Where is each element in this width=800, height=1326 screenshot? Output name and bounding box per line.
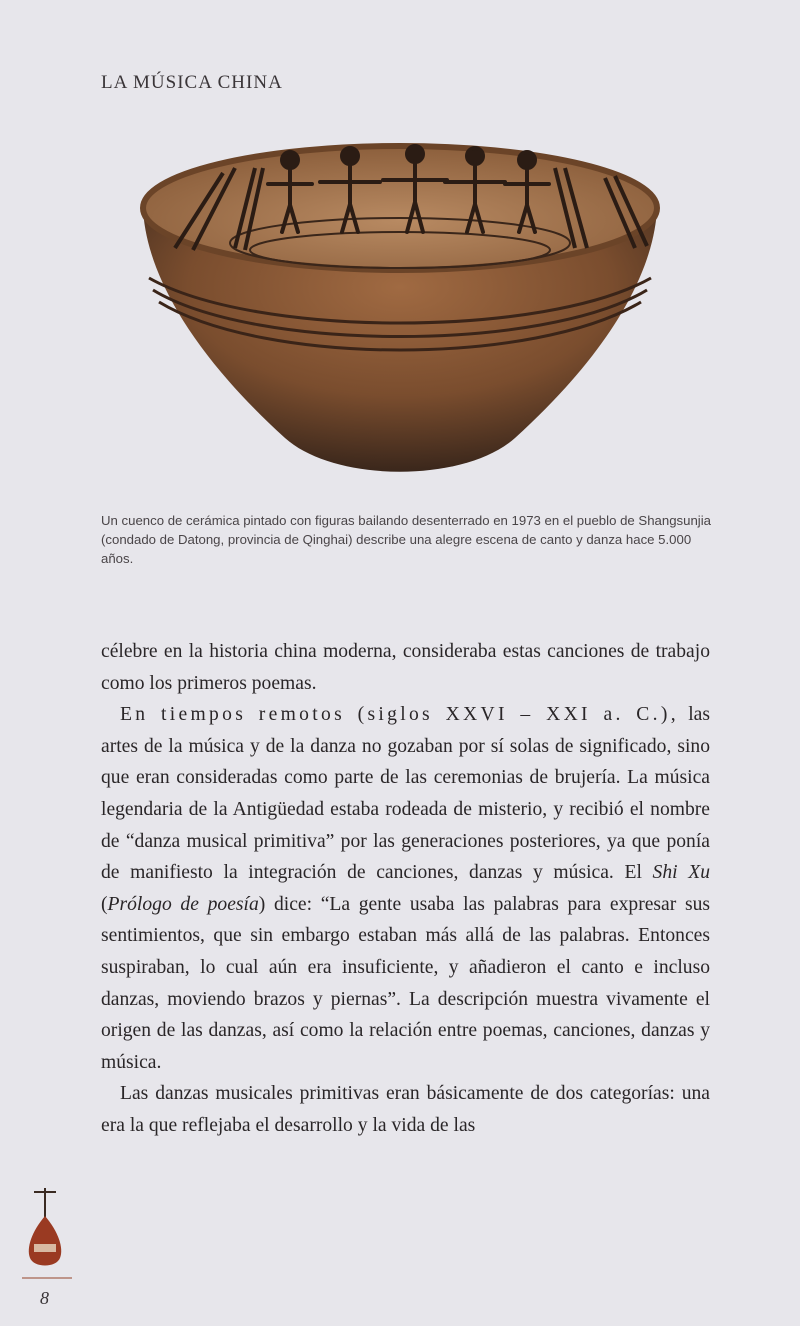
book-title-translation: Prólogo de poesía: [107, 893, 259, 915]
pipa-ornament-icon: [22, 1186, 72, 1280]
paragraph-2: [101, 699, 710, 1078]
running-header: LA MÚSICA CHINA: [101, 72, 283, 93]
paragraph-2-body: las artes de la música y de la danza no gozaban por sí solas de significado, sino que eran consideradas como parte de las ceremonias de brujería. La música legendaria de la Antigüedad estaba rodeada de misterio, y recibió el nombre de “danza musical primitiva” por las generaciones posteriores, ya que ponía de manifiesto la integración de canciones, danzas y música. El: [101, 704, 710, 884]
page-number: 8: [40, 1288, 49, 1308]
pottery-bowl-image: [135, 138, 665, 488]
paragraph-2-first-line: En tiempos remotos (siglos XXVI – XXI a. C.),: [120, 704, 679, 726]
paragraph-1: célebre en la historia china moderna, consideraba estas canciones de trabajo como los primeros poemas.: [101, 641, 710, 694]
paragraph-2-rest: ) dice: “La gente usaba las palabras para expresar sus sentimientos, que sin embargo estaban más allá de las palabras. Entonces suspiraban, lo cual aún era insuficiente, y añadieron el canto e incluso danzas, moviendo brazos y piernas”. La descripción muestra vivamente el origen de las danzas, así como la relación entre poemas, canciones, danzas y música.: [101, 893, 711, 1073]
paren-open: (: [101, 893, 108, 915]
main-text: [101, 636, 710, 1142]
figure-caption: Un cuenco de cerámica pintado con figuras bailando desenterrado en 1973 en el pueblo de Shangsunjia (condado de Datong, provincia de Qinghai) describe una alegre escena de canto y danza hace 5.000 años.: [101, 513, 711, 566]
paragraph-3: Las danzas musicales primitivas eran básicamente de dos categorías: una era la que reflejaba el desarrollo y la vida de las: [101, 1083, 710, 1136]
book-title: Shi Xu: [652, 862, 711, 884]
